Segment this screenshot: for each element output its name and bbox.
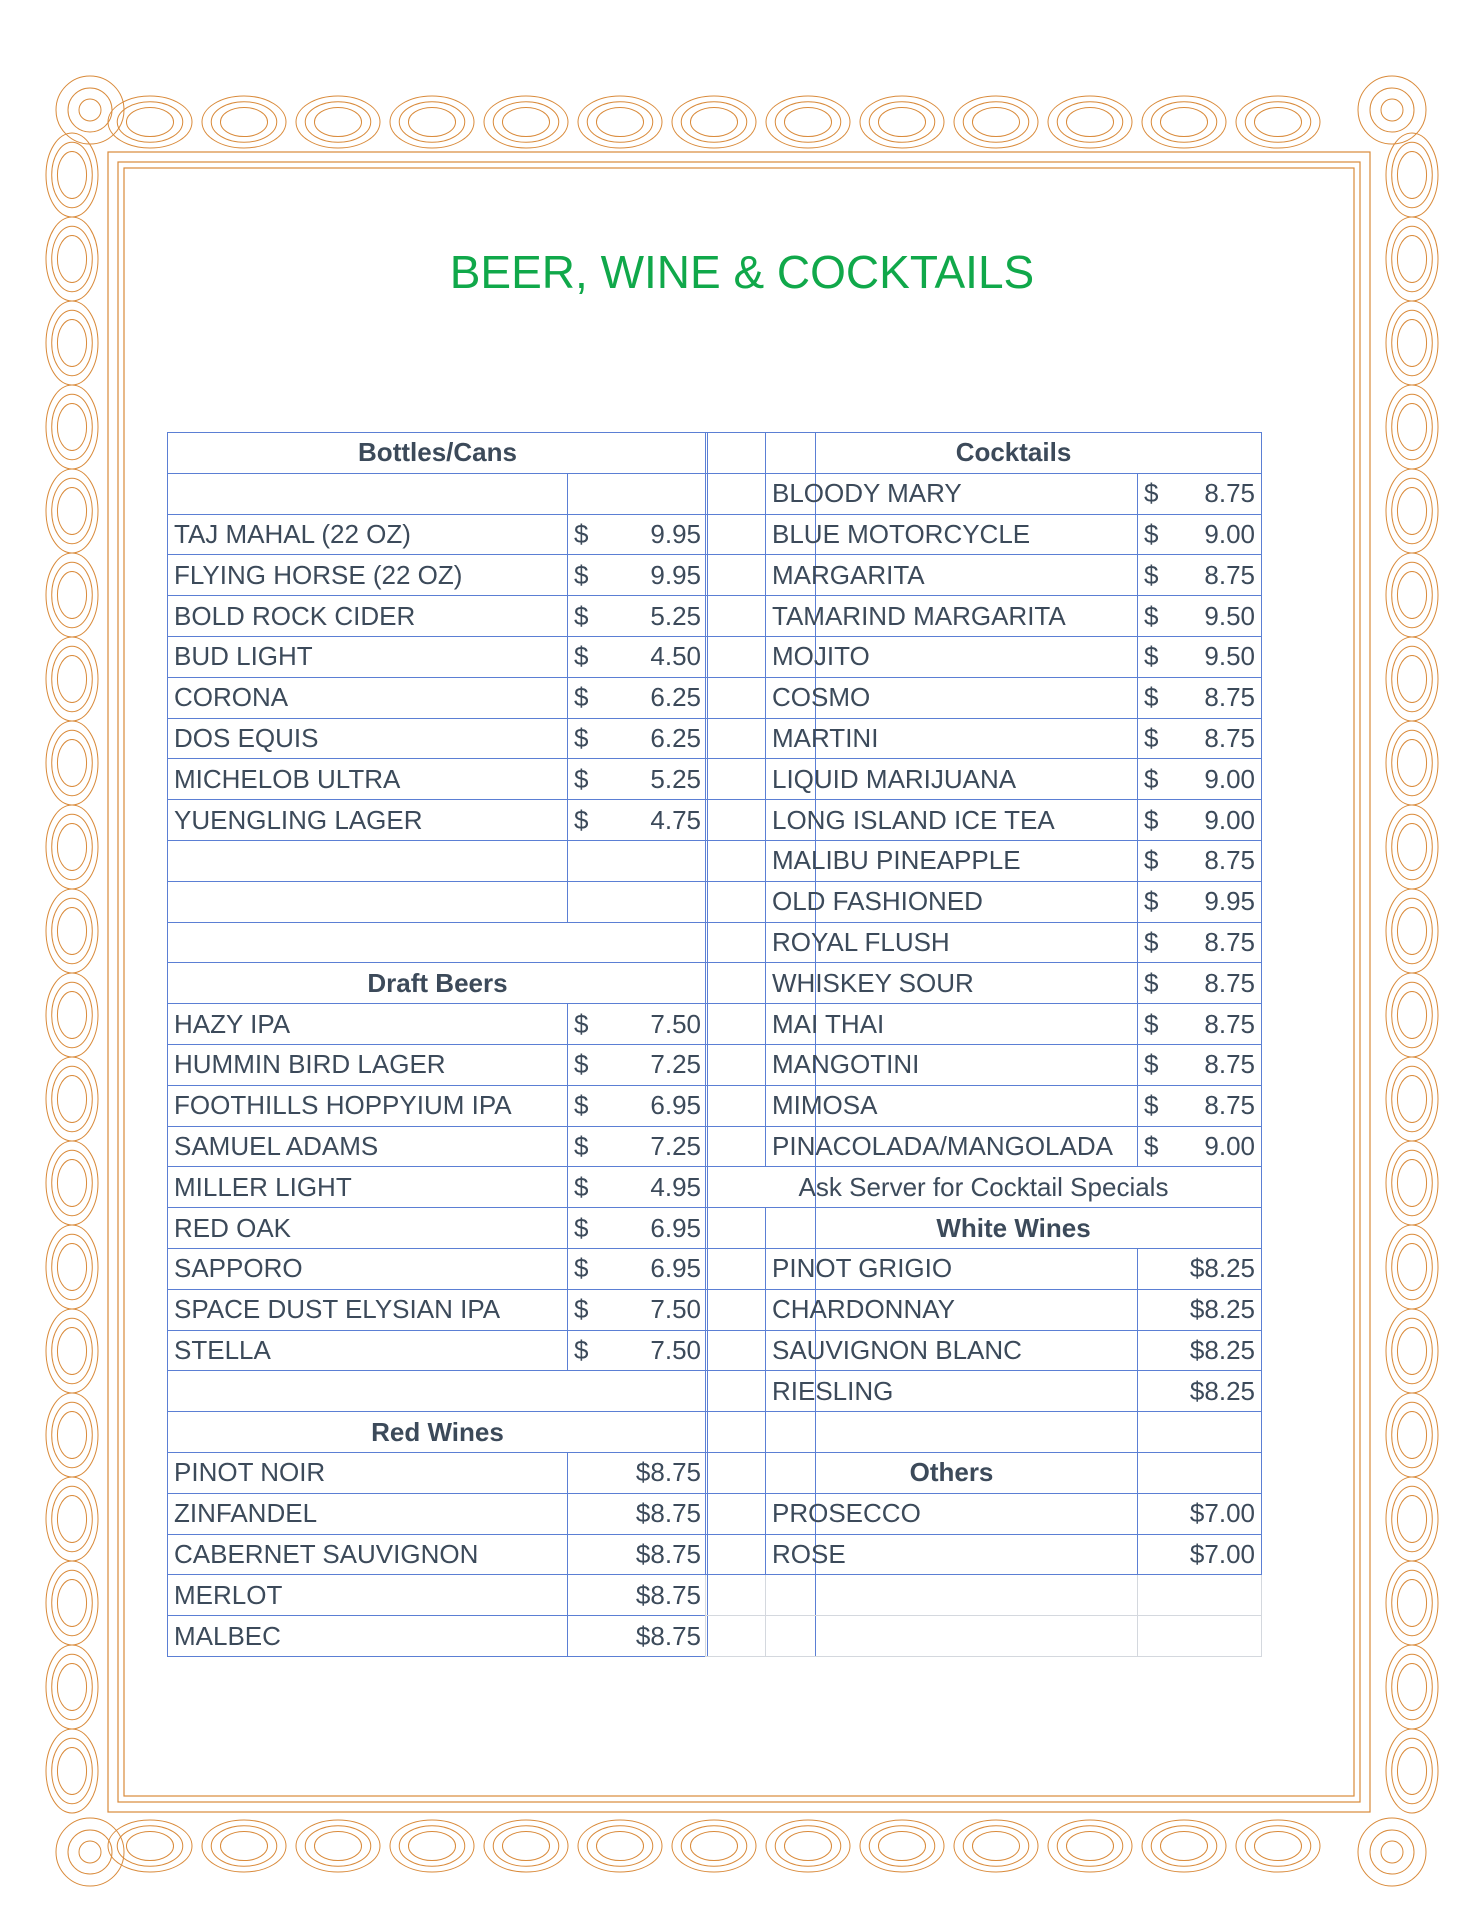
item-name: MANGOTINI bbox=[766, 1044, 1138, 1085]
item-price: $8.75 bbox=[568, 1493, 708, 1534]
currency-symbol: $ bbox=[574, 1294, 589, 1325]
list-item bbox=[706, 963, 1262, 1004]
empty-cell bbox=[168, 1371, 708, 1412]
price-amount: 9.95 bbox=[650, 518, 701, 549]
price-amount: 9.00 bbox=[1204, 1130, 1255, 1161]
currency-symbol: $ bbox=[1144, 1090, 1159, 1121]
cocktails-header: Cocktails bbox=[766, 433, 1262, 474]
currency-symbol: $ bbox=[1144, 1049, 1159, 1080]
list-item bbox=[706, 636, 1262, 677]
item-name: MILLER LIGHT bbox=[168, 1167, 568, 1208]
item-price: $8.75 bbox=[568, 1616, 708, 1657]
item-name: CABERNET SAUVIGNON bbox=[168, 1534, 568, 1575]
spacer-cell bbox=[706, 1534, 766, 1575]
currency-symbol: $ bbox=[574, 1090, 589, 1121]
currency-symbol: $ bbox=[1144, 967, 1159, 998]
spacer-cell bbox=[706, 1452, 766, 1493]
item-price: $8.75 bbox=[568, 1575, 708, 1616]
currency-symbol: $ bbox=[1144, 722, 1159, 753]
list-item bbox=[706, 718, 1262, 759]
note-row bbox=[706, 1167, 1262, 1208]
currency-symbol: $ bbox=[574, 763, 589, 794]
item-price bbox=[568, 1167, 708, 1208]
spacer-cell bbox=[706, 1289, 766, 1330]
item-price bbox=[568, 1289, 708, 1330]
item-name: MALIBU PINEAPPLE bbox=[766, 840, 1138, 881]
currency-symbol: $ bbox=[1144, 1008, 1159, 1039]
item-price bbox=[568, 1044, 708, 1085]
spacer-cell bbox=[706, 1248, 766, 1289]
price-amount: 9.95 bbox=[1204, 886, 1255, 917]
price-amount: 6.95 bbox=[650, 1212, 701, 1243]
currency-symbol: $ bbox=[574, 682, 589, 713]
item-price: $8.25 bbox=[1138, 1371, 1262, 1412]
item-price bbox=[568, 596, 708, 637]
currency-symbol: $ bbox=[1144, 886, 1159, 917]
spacer-cell bbox=[706, 1126, 766, 1167]
price-amount: 9.95 bbox=[650, 559, 701, 590]
red-wines-header: Red Wines bbox=[168, 1412, 708, 1453]
item-price bbox=[1138, 963, 1262, 1004]
currency-symbol: $ bbox=[574, 1130, 589, 1161]
item-price bbox=[568, 1208, 708, 1249]
empty-row bbox=[706, 1575, 1262, 1616]
list-item bbox=[706, 1085, 1262, 1126]
currency-symbol: $ bbox=[574, 1008, 589, 1039]
spacer-cell bbox=[706, 1493, 766, 1534]
list-item bbox=[706, 1248, 1262, 1289]
item-name: MICHELOB ULTRA bbox=[168, 759, 568, 800]
currency-symbol: $ bbox=[574, 1049, 589, 1080]
item-name: PINOT NOIR bbox=[168, 1452, 568, 1493]
item-name: MAI THAI bbox=[766, 1004, 1138, 1045]
list-item bbox=[706, 473, 1262, 514]
currency-symbol: $ bbox=[1144, 804, 1159, 835]
empty-cell bbox=[1138, 1575, 1262, 1616]
item-name: SAPPORO bbox=[168, 1248, 568, 1289]
empty-cell bbox=[1138, 1616, 1262, 1657]
spacer-cell bbox=[706, 596, 766, 637]
item-name: MARGARITA bbox=[766, 555, 1138, 596]
item-price bbox=[1138, 718, 1262, 759]
list-item bbox=[706, 800, 1262, 841]
spacer-cell bbox=[706, 1330, 766, 1371]
currency-symbol: $ bbox=[1144, 559, 1159, 590]
empty-cell bbox=[168, 840, 568, 881]
empty-cell bbox=[568, 881, 708, 922]
price-amount: 9.00 bbox=[1204, 804, 1255, 835]
item-name: TAJ MAHAL (22 OZ) bbox=[168, 514, 568, 555]
price-amount: 6.95 bbox=[650, 1253, 701, 1284]
section-header-row bbox=[706, 433, 1262, 474]
currency-symbol: $ bbox=[1144, 478, 1159, 509]
price-amount: 8.75 bbox=[1204, 967, 1255, 998]
item-name: LIQUID MARIJUANA bbox=[766, 759, 1138, 800]
spacer-cell bbox=[706, 1371, 766, 1412]
price-amount: 7.50 bbox=[650, 1008, 701, 1039]
empty-cell bbox=[766, 1412, 1138, 1453]
list-item bbox=[706, 677, 1262, 718]
price-amount: 6.25 bbox=[650, 722, 701, 753]
currency-symbol: $ bbox=[574, 1334, 589, 1365]
item-name: RED OAK bbox=[168, 1208, 568, 1249]
empty-cell bbox=[168, 473, 568, 514]
currency-symbol: $ bbox=[574, 722, 589, 753]
price-amount: 4.95 bbox=[650, 1171, 701, 1202]
item-price bbox=[1138, 840, 1262, 881]
item-price bbox=[568, 1330, 708, 1371]
list-item bbox=[706, 555, 1262, 596]
item-price bbox=[1138, 1044, 1262, 1085]
item-price bbox=[1138, 596, 1262, 637]
item-name: YUENGLING LAGER bbox=[168, 800, 568, 841]
item-price bbox=[1138, 473, 1262, 514]
price-amount: 6.95 bbox=[650, 1090, 701, 1121]
price-amount: 5.25 bbox=[650, 600, 701, 631]
price-amount: 7.50 bbox=[650, 1334, 701, 1365]
item-price bbox=[1138, 514, 1262, 555]
empty-cell bbox=[766, 1575, 1138, 1616]
item-price bbox=[1138, 555, 1262, 596]
list-item bbox=[706, 881, 1262, 922]
price-amount: 9.50 bbox=[1204, 641, 1255, 672]
item-price bbox=[1138, 922, 1262, 963]
spacer-cell bbox=[706, 800, 766, 841]
item-price: $8.25 bbox=[1138, 1330, 1262, 1371]
item-price bbox=[1138, 636, 1262, 677]
item-name: MALBEC bbox=[168, 1616, 568, 1657]
item-name: FOOTHILLS HOPPYIUM IPA bbox=[168, 1085, 568, 1126]
currency-symbol: $ bbox=[1144, 845, 1159, 876]
list-item bbox=[706, 840, 1262, 881]
price-amount: 9.00 bbox=[1204, 518, 1255, 549]
item-name: BLOODY MARY bbox=[766, 473, 1138, 514]
item-price bbox=[1138, 881, 1262, 922]
currency-symbol: $ bbox=[1144, 518, 1159, 549]
spacer-cell bbox=[706, 1412, 766, 1453]
spacer-cell bbox=[706, 1208, 766, 1249]
price-amount: 4.50 bbox=[650, 641, 701, 672]
list-item bbox=[706, 1126, 1262, 1167]
spacer-cell bbox=[706, 555, 766, 596]
price-amount: 8.75 bbox=[1204, 1090, 1255, 1121]
empty-cell bbox=[1138, 1452, 1262, 1493]
item-price: $8.75 bbox=[568, 1534, 708, 1575]
currency-symbol: $ bbox=[574, 1171, 589, 1202]
item-price bbox=[1138, 677, 1262, 718]
item-name: ROSE bbox=[766, 1534, 1138, 1575]
item-name: COSMO bbox=[766, 677, 1138, 718]
item-name: STELLA bbox=[168, 1330, 568, 1371]
item-name: ROYAL FLUSH bbox=[766, 922, 1138, 963]
item-name: PINOT GRIGIO bbox=[766, 1248, 1138, 1289]
item-name: DOS EQUIS bbox=[168, 718, 568, 759]
item-name: TAMARIND MARGARITA bbox=[766, 596, 1138, 637]
item-name: BLUE MOTORCYCLE bbox=[766, 514, 1138, 555]
item-price bbox=[568, 677, 708, 718]
currency-symbol: $ bbox=[1144, 641, 1159, 672]
item-name: OLD FASHIONED bbox=[766, 881, 1138, 922]
price-amount: 8.75 bbox=[1204, 926, 1255, 957]
item-name: FLYING HORSE (22 OZ) bbox=[168, 555, 568, 596]
item-name: MERLOT bbox=[168, 1575, 568, 1616]
item-price bbox=[568, 1126, 708, 1167]
cocktail-specials-note: Ask Server for Cocktail Specials bbox=[706, 1167, 1262, 1208]
currency-symbol: $ bbox=[1144, 763, 1159, 794]
spacer-cell bbox=[706, 1004, 766, 1045]
item-name: BOLD ROCK CIDER bbox=[168, 596, 568, 637]
item-name: PROSECCO bbox=[766, 1493, 1138, 1534]
right-menu-column bbox=[705, 432, 1262, 1657]
spacer-cell bbox=[706, 433, 766, 474]
item-name: PINACOLADA/MANGOLADA bbox=[766, 1126, 1138, 1167]
spacer-cell bbox=[706, 881, 766, 922]
spacer-cell bbox=[706, 677, 766, 718]
price-amount: 8.75 bbox=[1204, 845, 1255, 876]
spacer-cell bbox=[706, 1616, 766, 1657]
item-price bbox=[568, 1085, 708, 1126]
list-item bbox=[706, 596, 1262, 637]
currency-symbol: $ bbox=[1144, 926, 1159, 957]
item-name: MIMOSA bbox=[766, 1085, 1138, 1126]
draft-header: Draft Beers bbox=[168, 963, 708, 1004]
item-price: $8.25 bbox=[1138, 1289, 1262, 1330]
price-amount: 7.50 bbox=[650, 1294, 701, 1325]
item-name: HAZY IPA bbox=[168, 1004, 568, 1045]
currency-symbol: $ bbox=[574, 1212, 589, 1243]
list-item bbox=[706, 1044, 1262, 1085]
empty-cell bbox=[168, 881, 568, 922]
price-amount: 9.50 bbox=[1204, 600, 1255, 631]
item-price: $7.00 bbox=[1138, 1493, 1262, 1534]
currency-symbol: $ bbox=[1144, 600, 1159, 631]
item-price bbox=[1138, 759, 1262, 800]
list-item bbox=[706, 1004, 1262, 1045]
price-amount: 7.25 bbox=[650, 1049, 701, 1080]
item-price bbox=[1138, 800, 1262, 841]
spacer-cell bbox=[706, 1575, 766, 1616]
price-amount: 8.75 bbox=[1204, 1008, 1255, 1039]
currency-symbol: $ bbox=[574, 641, 589, 672]
section-header-row bbox=[706, 1452, 1262, 1493]
others-header: Others bbox=[766, 1452, 1138, 1493]
list-item bbox=[706, 759, 1262, 800]
price-amount: 8.75 bbox=[1204, 1049, 1255, 1080]
spacer-cell bbox=[706, 922, 766, 963]
spacer-cell bbox=[706, 718, 766, 759]
currency-symbol: $ bbox=[574, 600, 589, 631]
spacer-cell bbox=[706, 1044, 766, 1085]
empty-row bbox=[706, 1412, 1262, 1453]
spacer-cell bbox=[706, 840, 766, 881]
currency-symbol: $ bbox=[574, 804, 589, 835]
spacer-cell bbox=[706, 514, 766, 555]
currency-symbol: $ bbox=[574, 518, 589, 549]
spacer-cell bbox=[706, 636, 766, 677]
section-header-row bbox=[706, 1208, 1262, 1249]
item-name: MARTINI bbox=[766, 718, 1138, 759]
item-price bbox=[568, 718, 708, 759]
price-amount: 5.25 bbox=[650, 763, 701, 794]
item-name: MOJITO bbox=[766, 636, 1138, 677]
item-price bbox=[568, 759, 708, 800]
item-name: RIESLING bbox=[766, 1371, 1138, 1412]
empty-cell bbox=[168, 922, 708, 963]
list-item bbox=[706, 514, 1262, 555]
empty-cell bbox=[766, 1616, 1138, 1657]
list-item bbox=[706, 1371, 1262, 1412]
currency-symbol: $ bbox=[1144, 1130, 1159, 1161]
item-name: SPACE DUST ELYSIAN IPA bbox=[168, 1289, 568, 1330]
spacer-cell bbox=[706, 473, 766, 514]
item-price bbox=[568, 800, 708, 841]
list-item bbox=[706, 1330, 1262, 1371]
list-item bbox=[706, 1534, 1262, 1575]
item-name: LONG ISLAND ICE TEA bbox=[766, 800, 1138, 841]
spacer-cell bbox=[706, 963, 766, 1004]
item-price bbox=[568, 636, 708, 677]
price-amount: 9.00 bbox=[1204, 763, 1255, 794]
item-name: ZINFANDEL bbox=[168, 1493, 568, 1534]
page-title: BEER, WINE & COCKTAILS bbox=[449, 246, 1035, 298]
item-name: BUD LIGHT bbox=[168, 636, 568, 677]
spacer-cell bbox=[706, 759, 766, 800]
list-item bbox=[706, 1493, 1262, 1534]
list-item bbox=[706, 1289, 1262, 1330]
spacer-cell bbox=[706, 1085, 766, 1126]
item-price bbox=[1138, 1004, 1262, 1045]
empty-row bbox=[706, 1616, 1262, 1657]
empty-cell bbox=[568, 840, 708, 881]
price-amount: 6.25 bbox=[650, 682, 701, 713]
price-amount: 8.75 bbox=[1204, 478, 1255, 509]
item-name: SAMUEL ADAMS bbox=[168, 1126, 568, 1167]
right-menu-table bbox=[705, 432, 1262, 1657]
item-name: CORONA bbox=[168, 677, 568, 718]
empty-cell bbox=[1138, 1412, 1262, 1453]
item-price: $8.75 bbox=[568, 1452, 708, 1493]
bottles-header: Bottles/Cans bbox=[168, 433, 708, 474]
white-wines-header: White Wines bbox=[766, 1208, 1262, 1249]
item-price bbox=[568, 514, 708, 555]
currency-symbol: $ bbox=[574, 1253, 589, 1284]
price-amount: 7.25 bbox=[650, 1130, 701, 1161]
price-amount: 8.75 bbox=[1204, 682, 1255, 713]
price-amount: 4.75 bbox=[650, 804, 701, 835]
price-amount: 8.75 bbox=[1204, 559, 1255, 590]
empty-cell bbox=[568, 473, 708, 514]
price-amount: 8.75 bbox=[1204, 722, 1255, 753]
currency-symbol: $ bbox=[574, 559, 589, 590]
item-price bbox=[1138, 1085, 1262, 1126]
item-name: HUMMIN BIRD LAGER bbox=[168, 1044, 568, 1085]
list-item bbox=[706, 922, 1262, 963]
item-name: SAUVIGNON BLANC bbox=[766, 1330, 1138, 1371]
item-name: CHARDONNAY bbox=[766, 1289, 1138, 1330]
currency-symbol: $ bbox=[1144, 682, 1159, 713]
item-name: WHISKEY SOUR bbox=[766, 963, 1138, 1004]
item-price bbox=[568, 1248, 708, 1289]
item-price bbox=[568, 1004, 708, 1045]
item-price: $7.00 bbox=[1138, 1534, 1262, 1575]
item-price bbox=[568, 555, 708, 596]
item-price: $8.25 bbox=[1138, 1248, 1262, 1289]
item-price bbox=[1138, 1126, 1262, 1167]
